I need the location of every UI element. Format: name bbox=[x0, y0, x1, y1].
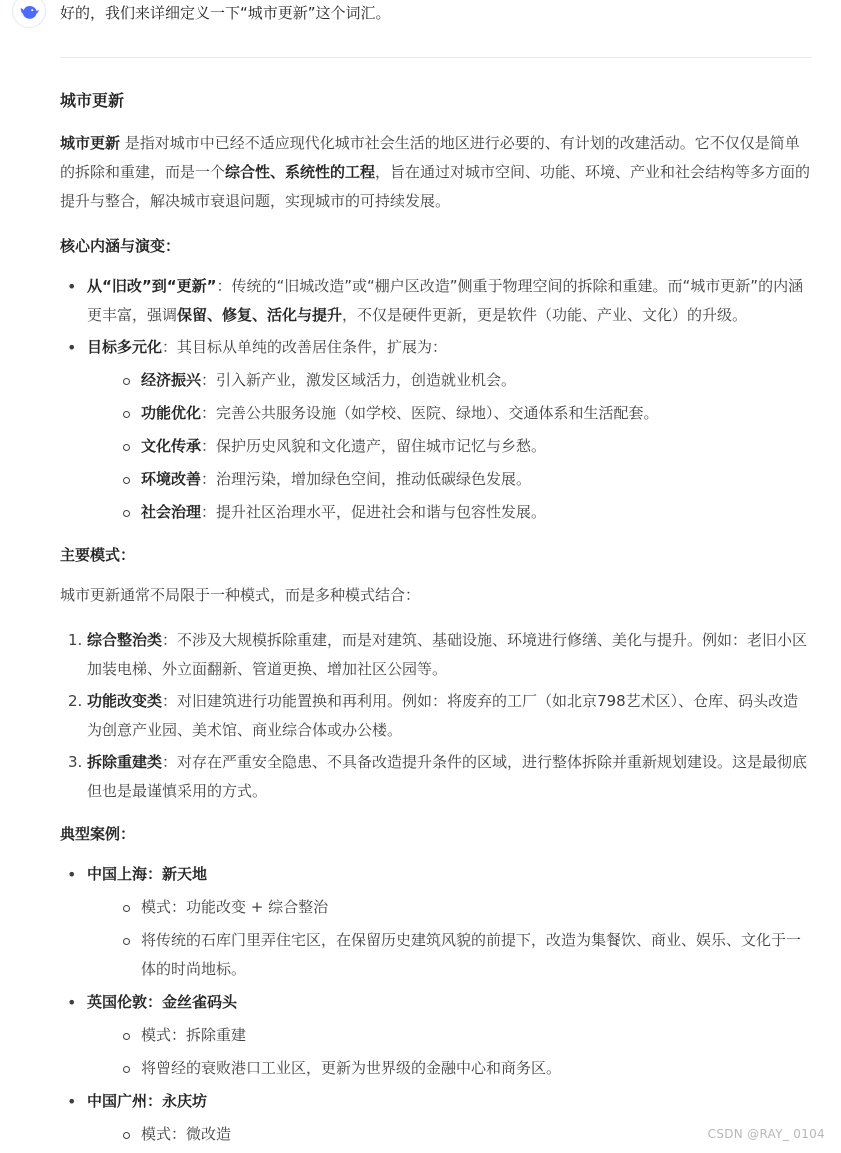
definition-paragraph bbox=[60, 129, 812, 216]
item-title: 拆除重建类 bbox=[87, 753, 163, 771]
connotation-list bbox=[60, 272, 812, 527]
list-item bbox=[60, 333, 812, 527]
sub-item-text: ：治理污染，增加绿色空间，推动低碳绿色发展。 bbox=[201, 470, 532, 488]
message-content bbox=[60, 89, 812, 1153]
definition-text-2: ，旨在通过对城市空间、功能、环境、产业和社会结构等多方面的提升与整合，解决城市衰退问题，实现城市的可持续发展。 bbox=[60, 163, 811, 210]
sub-item-text: ：提升社区治理水平，促进社会和谐与包容性发展。 bbox=[201, 503, 547, 521]
item-number: 1. bbox=[68, 631, 83, 649]
section-title: 城市更新 bbox=[60, 91, 125, 110]
sub-list bbox=[87, 1021, 812, 1083]
sub-list-item: 模式：功能改变 + 综合整治 bbox=[87, 893, 812, 922]
connotation-heading: 核心内涵与演变： bbox=[60, 237, 181, 255]
modes-list bbox=[60, 626, 812, 806]
sub-list-item bbox=[87, 432, 812, 461]
definition-term: 城市更新 bbox=[60, 134, 121, 152]
modes-intro: 城市更新通常不局限于一种模式，而是多种模式结合： bbox=[60, 586, 421, 604]
case-title: 英国伦敦：金丝雀码头 bbox=[87, 993, 238, 1011]
definition-bold: 综合性、系统性的工程 bbox=[225, 163, 376, 181]
sub-item-title: 社会治理 bbox=[141, 503, 202, 521]
case-item bbox=[60, 860, 812, 984]
ordered-list-item bbox=[60, 687, 812, 745]
item-bold: 保留、修复、活化与提升 bbox=[177, 306, 343, 324]
sub-list bbox=[87, 893, 812, 984]
item-text: ：对存在严重安全隐患、不具备改造提升条件的区域，进行整体拆除并重新规划建设。这是最彻底但也是最谨慎采用的方式。 bbox=[87, 753, 808, 800]
sub-list-item bbox=[87, 498, 812, 527]
item-text: ：其目标从单纯的改善居住条件，扩展为： bbox=[162, 338, 448, 356]
list-item bbox=[60, 272, 812, 330]
item-title: 功能改变类 bbox=[87, 692, 163, 710]
sub-item-title: 环境改善 bbox=[141, 470, 202, 488]
divider bbox=[60, 57, 812, 58]
case-title: 中国广州：永庆坊 bbox=[87, 1092, 208, 1110]
sub-list-item: 模式：拆除重建 bbox=[87, 1021, 812, 1050]
intro-text: 好的，我们来详细定义一下“城市更新”这个词汇。 bbox=[60, 4, 391, 22]
csdn-watermark: CSDN @RAY_ 0104 bbox=[707, 1127, 825, 1141]
sub-list-item: 模式：微改造 bbox=[87, 1120, 812, 1149]
case-title: 中国上海：新天地 bbox=[87, 865, 208, 883]
cases-list bbox=[60, 860, 812, 1149]
sub-list-item: 将传统的石库门里弄住宅区，在保留历史建筑风貌的前提下，改造为集餐饮、商业、娱乐、文化于一体的时尚地标。 bbox=[87, 926, 812, 984]
sub-list-item bbox=[87, 366, 812, 395]
item-text: ：对旧建筑进行功能置换和再利用。例如：将废弃的工厂（如北京798艺术区）、仓库、码头改造为创意产业园、美术馆、商业综合体或办公楼。 bbox=[87, 692, 799, 739]
item-text: ，不仅是硬件更新，更是软件（功能、产业、文化）的升级。 bbox=[342, 306, 748, 324]
sub-item-text: ：完善公共服务设施（如学校、医院、绿地）、交通体系和生活配套。 bbox=[201, 404, 659, 422]
whale-logo-icon bbox=[18, 0, 40, 22]
ordered-list-item bbox=[60, 626, 812, 684]
item-title: 目标多元化 bbox=[87, 338, 163, 356]
modes-heading: 主要模式： bbox=[60, 546, 136, 564]
sub-list bbox=[87, 1120, 812, 1149]
item-text: ：不涉及大规模拆除重建，而是对建筑、基础设施、环境进行修缮、美化与提升。例如：老旧小区加装电梯、外立面翻新、管道更换、增加社区公园等。 bbox=[87, 631, 808, 678]
sub-list-item: 将曾经的衰败港口工业区，更新为世界级的金融中心和商务区。 bbox=[87, 1054, 812, 1083]
definition-text-1: 是指对城市中已经不适应现代化城市社会生活的地区进行必要的、有计划的改建活动。它不仅仅是简单的拆除和重建，而是一个 bbox=[60, 134, 800, 181]
sub-list-item bbox=[87, 465, 812, 494]
case-item bbox=[60, 988, 812, 1083]
sub-list bbox=[87, 366, 812, 527]
item-number: 3. bbox=[68, 753, 83, 771]
sub-item-text: ：保护历史风貌和文化遗产，留住城市记忆与乡愁。 bbox=[201, 437, 547, 455]
sub-item-title: 经济振兴 bbox=[141, 371, 202, 389]
item-title: 综合整治类 bbox=[87, 631, 163, 649]
sub-item-title: 功能优化 bbox=[141, 404, 202, 422]
sub-item-text: ：引入新产业，激发区域活力，创造就业机会。 bbox=[201, 371, 517, 389]
ordered-list-item bbox=[60, 748, 812, 806]
sub-item-title: 文化传承 bbox=[141, 437, 202, 455]
case-item bbox=[60, 1087, 812, 1149]
item-text: ：传统的“旧城改造”或“棚户区改造”侧重于物理空间的拆除和重建。而“城市更新”的内涵更丰富，强调 bbox=[87, 277, 804, 324]
assistant-avatar bbox=[12, 0, 46, 28]
cases-heading: 典型案例： bbox=[60, 825, 136, 843]
item-title: 从“旧改”到“更新” bbox=[87, 277, 217, 295]
sub-list-item bbox=[87, 399, 812, 428]
item-number: 2. bbox=[68, 692, 83, 710]
